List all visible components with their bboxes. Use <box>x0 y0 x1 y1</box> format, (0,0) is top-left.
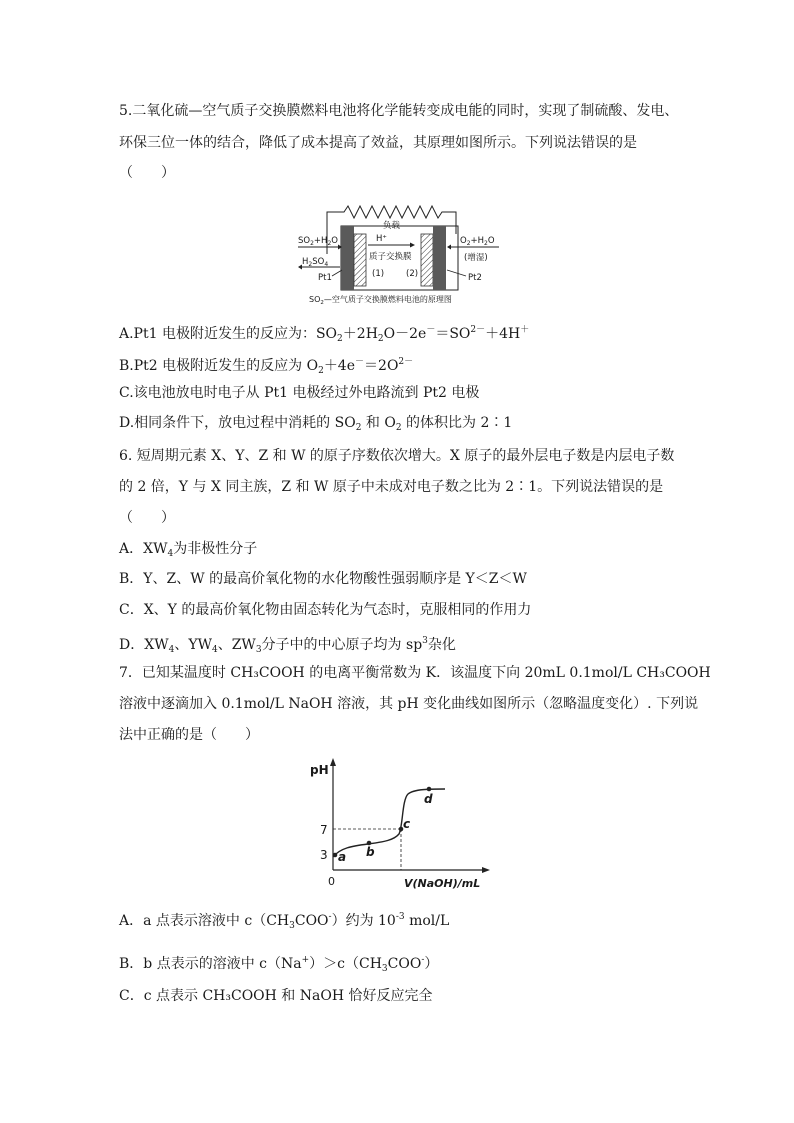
q7-option-a: A．a 点表示溶液中 $c(CH_3COO^-)$约为 $10^{-3}$ mol/L <box>119 912 450 931</box>
pt2-label: Pt2 <box>468 273 482 283</box>
q7-option-b: B．b 点表示的溶液中 $c(Na^+)>c(CH_3COO^-)$ <box>119 955 439 974</box>
pt1-electrode <box>341 226 354 290</box>
q5-stem-line2: 环保三位一体的结合，降低了成本提高了效益，其原理如图所示。下列说法错误的是 <box>119 135 637 151</box>
membrane-label: 质子交换膜 <box>369 252 412 262</box>
origin-label: 0 <box>328 875 335 888</box>
point-a-label: a <box>338 850 347 864</box>
q5-option-d: D.相同条件下，放电过程中消耗的 $SO_2$ 和 $O_2$ 的体积比为 2∶1 <box>119 415 513 433</box>
y-axis-label: pH <box>310 763 329 777</box>
right-humidified-label: (增湿) <box>464 253 488 263</box>
anode-catalyst-layer <box>354 234 366 286</box>
q6-option-c: C．X、Y 的最高价氧化物由固态转化为气态时，克服相同的作用力 <box>119 602 532 618</box>
point-d <box>427 787 432 792</box>
right-inlet-label: $O_2+H_2O$ <box>460 236 495 247</box>
region-1-label: (1) <box>372 269 385 279</box>
h-ion-label: H⁺ <box>376 234 387 244</box>
point-c-label: c <box>403 817 411 831</box>
point-b-label: b <box>366 845 375 859</box>
q7-stem-line1: 7．已知某温度时 CH₃COOH 的电离平衡常数为 K．该温度下向 20mL 0.1mol/L CH₃COOH <box>119 665 711 681</box>
point-d-label: d <box>424 792 433 806</box>
left-inlet-label: $SO_2+H_2O$ <box>298 236 338 247</box>
cathode-catalyst-layer <box>421 234 433 286</box>
load-label: 负载 <box>383 221 401 231</box>
y-tick-7: 7 <box>320 823 328 837</box>
q5-option-b: B.Pt2 电极附近发生的反应为 $O_2+4e^-=2O^{2-}$ <box>119 357 414 376</box>
q5-option-a: A.Pt1 电极附近发生的反应为：$SO_2+2H_2O-2e^-=SO^{2-}+4H^+$ <box>119 325 530 344</box>
ph-titration-chart <box>300 758 500 892</box>
pt1-label: Pt1 <box>318 273 332 283</box>
q7-stem-line2: 溶液中逐滴加入 0.1mol/L NaOH 溶液，其 pH 变化曲线如图所示（忽略温度变化）. 下列说 <box>119 696 699 712</box>
q5-option-c: C.该电池放电时电子从 Pt1 电极经过外电路流到 Pt2 电极 <box>119 385 480 401</box>
q6-option-a: A．$XW_4$为非极性分子 <box>119 541 258 559</box>
q6-stem-line1: 6. 短周期元素 X、Y、Z 和 W 的原子序数依次增大。X 原子的最外层电子数是内层电子数 <box>119 448 675 464</box>
left-outlet-label: $H_2SO_4$ <box>302 257 329 268</box>
q6-stem-line2: 的 2 倍，Y 与 X 同主族，Z 和 W 原子中未成对电子数之比为 2∶1。下列说法错误的是 <box>119 479 664 495</box>
q6-option-d: D．$XW_4$、$YW_4$、$ZW_3$分子中的中心原子均为 $sp^3$杂化 <box>119 636 456 655</box>
q5-stem-line1: 5.二氧化硫—空气质子交换膜燃料电池将化学能转变成电能的同时，实现了制硫酸、发电、 <box>119 103 679 119</box>
pt2-electrode <box>433 226 446 290</box>
q7-stem-line3: 法中正确的是（ ） <box>119 727 259 743</box>
x-axis-label: V(NaOH)/mL <box>404 877 481 890</box>
region-2-label: (2) <box>406 269 419 279</box>
point-a <box>333 853 338 858</box>
diagram-caption: $SO_2—$空气质子交换膜燃料电池的原理图 <box>309 295 452 306</box>
q6-option-b: B．Y、Z、W 的最高价氧化物的水化物酸性强弱顺序是 Y＜Z＜W <box>119 571 527 587</box>
q7-option-c: C．c 点表示 CH₃COOH 和 NaOH 恰好反应完全 <box>119 988 433 1004</box>
q6-answer-paren: （ ） <box>119 510 175 526</box>
y-tick-3: 3 <box>320 848 328 862</box>
q5-answer-paren: （ ） <box>119 165 175 181</box>
fuel-cell-diagram <box>296 204 502 308</box>
